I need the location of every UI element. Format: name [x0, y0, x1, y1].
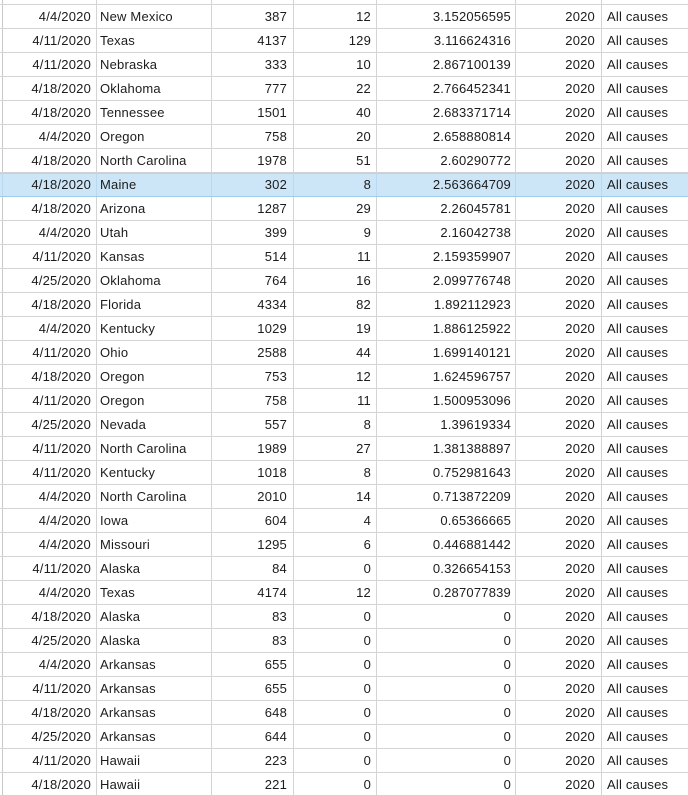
cell-num1[interactable]: 514	[212, 245, 294, 268]
cell-year[interactable]: 2020	[516, 773, 602, 795]
cell-cause[interactable]: All causes	[607, 681, 669, 696]
cell-year[interactable]: 2020	[516, 197, 602, 220]
table-row	[0, 701, 688, 725]
cell-num2[interactable]: 40	[294, 101, 377, 124]
cell-date[interactable]: 4/18/2020	[3, 197, 97, 220]
cell-num1[interactable]	[212, 0, 294, 4]
cell-num2[interactable]: 29	[294, 197, 377, 220]
cell-date[interactable]: 4/18/2020	[3, 605, 97, 628]
cell-num2[interactable]: 27	[294, 437, 377, 460]
cell-num1[interactable]: 758	[212, 125, 294, 148]
cell-num2[interactable]: 10	[294, 53, 377, 76]
cell-year[interactable]: 2020	[516, 629, 602, 652]
cell-num2[interactable]: 8	[294, 413, 377, 436]
rows-container	[0, 5, 688, 795]
cell-num2[interactable]: 0	[294, 629, 377, 652]
cell-value[interactable]: 1.892112923	[377, 293, 516, 316]
cell-date[interactable]: 4/18/2020	[3, 101, 97, 124]
cell-state[interactable]: Oregon	[97, 125, 212, 148]
cell-date[interactable]: 4/18/2020	[3, 173, 97, 196]
cell-cause[interactable]: All causes	[607, 369, 669, 384]
cell-date[interactable]: 4/4/2020	[3, 125, 97, 148]
cell-state[interactable]: North Carolina	[97, 149, 212, 172]
cell-year[interactable]: 2020	[516, 677, 602, 700]
cell-cause[interactable]: All causes	[607, 777, 669, 792]
table-row	[0, 125, 688, 149]
cell-num2[interactable]: 19	[294, 317, 377, 340]
cell-date[interactable]: 4/4/2020	[3, 5, 97, 28]
cell-date[interactable]: 4/11/2020	[3, 437, 97, 460]
cell-value[interactable]: 0	[377, 701, 516, 724]
cell-cause[interactable]	[602, 0, 688, 4]
cell-year[interactable]: 2020	[516, 77, 602, 100]
cell-value[interactable]: 0	[377, 749, 516, 772]
cell-year[interactable]: 2020	[516, 173, 602, 196]
cell-num2[interactable]: 0	[294, 605, 377, 628]
cell-cause[interactable]: All causes	[607, 249, 669, 264]
cell-year[interactable]: 2020	[516, 53, 602, 76]
cell-cause[interactable]: All causes	[607, 729, 669, 744]
cell-state[interactable]: Arkansas	[97, 677, 212, 700]
cell-num2[interactable]: 0	[294, 725, 377, 748]
cell-value[interactable]: 1.39619334	[377, 413, 516, 436]
cell-value[interactable]: 3.152056595	[377, 5, 516, 28]
cell-cause[interactable]: All causes	[607, 513, 669, 528]
cell-date[interactable]: 4/11/2020	[3, 461, 97, 484]
cell-date[interactable]: 4/11/2020	[3, 29, 97, 52]
cell-num1[interactable]: 83	[212, 605, 294, 628]
cell-num1[interactable]: 1018	[212, 461, 294, 484]
cell-num2[interactable]: 11	[294, 389, 377, 412]
cell-num1[interactable]: 777	[212, 77, 294, 100]
cell-cause[interactable]: All causes	[607, 585, 669, 600]
table-row	[0, 197, 688, 221]
table-row	[0, 317, 688, 341]
table-row	[0, 245, 688, 269]
cell-state[interactable]: Oregon	[97, 365, 212, 388]
cell-year[interactable]	[516, 0, 602, 4]
cell-year[interactable]: 2020	[516, 509, 602, 532]
cell-date[interactable]: 4/4/2020	[3, 653, 97, 676]
cell-value[interactable]: 1.381388897	[377, 437, 516, 460]
cell-state[interactable]: Arkansas	[97, 725, 212, 748]
cell-value[interactable]: 2.563664709	[377, 173, 516, 196]
cell-cause[interactable]: All causes	[607, 633, 669, 648]
cell-date[interactable]: 4/4/2020	[3, 317, 97, 340]
cell-state[interactable]: Oregon	[97, 389, 212, 412]
cell-num2[interactable]: 16	[294, 269, 377, 292]
cell-value[interactable]: 0	[377, 653, 516, 676]
cell-year[interactable]: 2020	[516, 5, 602, 28]
table-row	[0, 29, 688, 53]
cell-state[interactable]: Arkansas	[97, 701, 212, 724]
table-row	[0, 437, 688, 461]
cell-cause[interactable]: All causes	[607, 225, 669, 240]
table-row	[0, 101, 688, 125]
cell-year[interactable]: 2020	[516, 413, 602, 436]
cell-num1[interactable]: 1501	[212, 101, 294, 124]
cell-value[interactable]: 2.766452341	[377, 77, 516, 100]
cell-cause[interactable]: All causes	[607, 9, 669, 24]
cell-state[interactable]	[97, 0, 212, 4]
cell-date[interactable]: 4/11/2020	[3, 677, 97, 700]
cell-num1[interactable]: 4174	[212, 581, 294, 604]
cell-num2[interactable]: 8	[294, 461, 377, 484]
cell-value[interactable]: 0.65366665	[377, 509, 516, 532]
cell-year[interactable]: 2020	[516, 245, 602, 268]
cell-value[interactable]: 0	[377, 677, 516, 700]
cell-value[interactable]: 2.683371714	[377, 101, 516, 124]
cell-value[interactable]: 0.326654153	[377, 557, 516, 580]
cell-date[interactable]: 4/18/2020	[3, 701, 97, 724]
cell-num2[interactable]: 20	[294, 125, 377, 148]
cell-state[interactable]: Tennessee	[97, 101, 212, 124]
cell-date[interactable]: 4/4/2020	[3, 509, 97, 532]
cell-num1[interactable]: 758	[212, 389, 294, 412]
cell-cause[interactable]: All causes	[607, 273, 669, 288]
cell-date[interactable]: 4/11/2020	[3, 557, 97, 580]
cell-num1[interactable]: 604	[212, 509, 294, 532]
table-row	[0, 533, 688, 557]
cell-value[interactable]: 0	[377, 629, 516, 652]
cell-num1[interactable]: 221	[212, 773, 294, 795]
cell-date[interactable]: 4/11/2020	[3, 245, 97, 268]
cell-year[interactable]: 2020	[516, 701, 602, 724]
cell-state[interactable]: Hawaii	[97, 749, 212, 772]
cell-cause[interactable]: All causes	[607, 153, 669, 168]
cell-state[interactable]: Iowa	[97, 509, 212, 532]
cell-value[interactable]: 2.867100139	[377, 53, 516, 76]
cell-state[interactable]: Alaska	[97, 605, 212, 628]
cell-state[interactable]: Kentucky	[97, 461, 212, 484]
cell-value[interactable]: 0.446881442	[377, 533, 516, 556]
cell-cause[interactable]: All causes	[607, 657, 669, 672]
table-row	[0, 5, 688, 29]
cell-cause[interactable]: All causes	[607, 345, 669, 360]
cell-cause[interactable]: All causes	[607, 561, 669, 576]
cell-num2[interactable]: 0	[294, 557, 377, 580]
cell-num2[interactable]: 44	[294, 341, 377, 364]
cell-cause[interactable]: All causes	[607, 465, 669, 480]
table-row	[0, 509, 688, 533]
cell-num2[interactable]: 51	[294, 149, 377, 172]
cell-value[interactable]: 2.658880814	[377, 125, 516, 148]
cell-value[interactable]: 1.500953096	[377, 389, 516, 412]
cell-state[interactable]: North Carolina	[97, 485, 212, 508]
cell-value[interactable]: 3.116624316	[377, 29, 516, 52]
cell-date[interactable]: 4/4/2020	[3, 533, 97, 556]
table-row	[0, 677, 688, 701]
cell-num1[interactable]: 83	[212, 629, 294, 652]
cell-num2[interactable]: 12	[294, 365, 377, 388]
cell-state[interactable]: North Carolina	[97, 437, 212, 460]
cell-value[interactable]: 0	[377, 605, 516, 628]
cell-num2[interactable]: 12	[294, 581, 377, 604]
cell-num2[interactable]: 82	[294, 293, 377, 316]
cell-date[interactable]: 4/11/2020	[3, 749, 97, 772]
cell-state[interactable]: Utah	[97, 221, 212, 244]
cell-state[interactable]: Ohio	[97, 341, 212, 364]
cell-cause[interactable]: All causes	[607, 753, 669, 768]
cell-cause[interactable]: All causes	[607, 105, 669, 120]
cell-num2[interactable]: 0	[294, 749, 377, 772]
table-row	[0, 389, 688, 413]
cell-year[interactable]: 2020	[516, 533, 602, 556]
cell-num1[interactable]: 302	[212, 173, 294, 196]
cell-num2[interactable]: 22	[294, 77, 377, 100]
cell-cause[interactable]: All causes	[607, 201, 669, 216]
cell-value[interactable]: 2.26045781	[377, 197, 516, 220]
cell-num1[interactable]: 648	[212, 701, 294, 724]
cell-num1[interactable]: 1989	[212, 437, 294, 460]
cell-date[interactable]: 4/18/2020	[3, 77, 97, 100]
cell-state[interactable]: Arkansas	[97, 653, 212, 676]
cell-num1[interactable]: 387	[212, 5, 294, 28]
cell-year[interactable]: 2020	[516, 29, 602, 52]
cell-date[interactable]: 4/11/2020	[3, 53, 97, 76]
cell-year[interactable]: 2020	[516, 341, 602, 364]
cell-num1[interactable]: 1287	[212, 197, 294, 220]
cell-value[interactable]: 0.287077839	[377, 581, 516, 604]
cell-num1[interactable]: 4334	[212, 293, 294, 316]
cell-year[interactable]: 2020	[516, 557, 602, 580]
table-row	[0, 485, 688, 509]
cell-value[interactable]: 1.699140121	[377, 341, 516, 364]
cell-date[interactable]: 4/18/2020	[3, 293, 97, 316]
cell-num2[interactable]: 0	[294, 677, 377, 700]
table-row	[0, 725, 688, 749]
cell-cause[interactable]: All causes	[607, 33, 669, 48]
cell-num1[interactable]: 753	[212, 365, 294, 388]
cell-year[interactable]: 2020	[516, 293, 602, 316]
cell-num1[interactable]: 4137	[212, 29, 294, 52]
cell-num2[interactable]	[294, 0, 377, 4]
cell-value[interactable]: 1.886125922	[377, 317, 516, 340]
cell-state[interactable]: Kentucky	[97, 317, 212, 340]
cell-num1[interactable]: 644	[212, 725, 294, 748]
cell-year[interactable]: 2020	[516, 317, 602, 340]
table-row	[0, 149, 688, 173]
cell-cause[interactable]: All causes	[607, 129, 669, 144]
table-row	[0, 341, 688, 365]
cell-num1[interactable]: 655	[212, 677, 294, 700]
cell-state[interactable]: New Mexico	[97, 5, 212, 28]
table-row	[0, 629, 688, 653]
table-row	[0, 77, 688, 101]
table-row	[0, 557, 688, 581]
table-row-selected	[0, 173, 688, 197]
cell-num2[interactable]: 14	[294, 485, 377, 508]
cell-state[interactable]: Oklahoma	[97, 269, 212, 292]
cell-year[interactable]: 2020	[516, 725, 602, 748]
table-row	[0, 653, 688, 677]
cell-date[interactable]: 4/25/2020	[3, 725, 97, 748]
cell-date[interactable]: 4/18/2020	[3, 149, 97, 172]
cell-num1[interactable]: 2010	[212, 485, 294, 508]
cell-num1[interactable]: 223	[212, 749, 294, 772]
cell-state[interactable]: Kansas	[97, 245, 212, 268]
table-row	[0, 581, 688, 605]
cell-num1[interactable]: 1978	[212, 149, 294, 172]
cell-num2[interactable]: 11	[294, 245, 377, 268]
cell-state[interactable]: Texas	[97, 29, 212, 52]
table-row	[0, 605, 688, 629]
table-row	[0, 53, 688, 77]
cell-num2[interactable]: 9	[294, 221, 377, 244]
table-row	[0, 749, 688, 773]
cell-date[interactable]: 4/25/2020	[3, 629, 97, 652]
cell-num1[interactable]: 1029	[212, 317, 294, 340]
cell-state[interactable]: Maine	[97, 173, 212, 196]
cell-num2[interactable]: 8	[294, 173, 377, 196]
cell-num2[interactable]: 6	[294, 533, 377, 556]
cell-state[interactable]: Alaska	[97, 629, 212, 652]
cell-num1[interactable]: 764	[212, 269, 294, 292]
cell-value[interactable]: 1.624596757	[377, 365, 516, 388]
cell-cause[interactable]: All causes	[607, 537, 669, 552]
cell-year[interactable]: 2020	[516, 365, 602, 388]
table-row	[0, 269, 688, 293]
cell-state[interactable]: Florida	[97, 293, 212, 316]
cell-num1[interactable]: 84	[212, 557, 294, 580]
cell-value[interactable]: 2.60290772	[377, 149, 516, 172]
cell-year[interactable]: 2020	[516, 437, 602, 460]
cell-cause[interactable]: All causes	[607, 57, 669, 72]
cell-cause[interactable]: All causes	[607, 609, 669, 624]
cell-date[interactable]: 4/18/2020	[3, 773, 97, 795]
cell-num1[interactable]: 1295	[212, 533, 294, 556]
cell-date[interactable]: 4/4/2020	[3, 581, 97, 604]
cell-year[interactable]: 2020	[516, 221, 602, 244]
cell-date[interactable]: 4/4/2020	[3, 485, 97, 508]
cell-state[interactable]: Hawaii	[97, 773, 212, 795]
cell-year[interactable]: 2020	[516, 605, 602, 628]
cell-year[interactable]: 2020	[516, 149, 602, 172]
cell-cause[interactable]: All causes	[607, 441, 669, 456]
table-row	[0, 461, 688, 485]
cell-num1[interactable]: 333	[212, 53, 294, 76]
table-row	[0, 773, 688, 795]
cell-state[interactable]: Texas	[97, 581, 212, 604]
cell-num2[interactable]: 12	[294, 5, 377, 28]
cell-cause[interactable]: All causes	[607, 81, 669, 96]
cell-num2[interactable]: 4	[294, 509, 377, 532]
cell-state[interactable]: Missouri	[97, 533, 212, 556]
cell-cause[interactable]: All causes	[607, 321, 669, 336]
table-row	[0, 293, 688, 317]
cell-cause[interactable]: All causes	[607, 705, 669, 720]
cell-date[interactable]: 4/4/2020	[3, 221, 97, 244]
table-row	[0, 221, 688, 245]
cell-num2[interactable]: 129	[294, 29, 377, 52]
cell-value[interactable]: 0	[377, 773, 516, 795]
cell-year[interactable]: 2020	[516, 101, 602, 124]
cell-value[interactable]	[377, 0, 516, 4]
cell-cause[interactable]: All causes	[607, 417, 669, 432]
cell-num1[interactable]: 399	[212, 221, 294, 244]
cell-cause[interactable]: All causes	[607, 489, 669, 504]
cell-year[interactable]: 2020	[516, 389, 602, 412]
cell-num2[interactable]: 0	[294, 773, 377, 795]
cell-num1[interactable]: 2588	[212, 341, 294, 364]
cell-cause[interactable]: All causes	[607, 393, 669, 408]
cell-num1[interactable]: 655	[212, 653, 294, 676]
cell-date[interactable]: 4/11/2020	[3, 389, 97, 412]
cell-value[interactable]: 0.713872209	[377, 485, 516, 508]
cell-year[interactable]: 2020	[516, 485, 602, 508]
cell-date[interactable]: 4/25/2020	[3, 413, 97, 436]
cell-state[interactable]: Arizona	[97, 197, 212, 220]
cell-date[interactable]	[3, 0, 97, 4]
cell-date[interactable]: 4/18/2020	[3, 365, 97, 388]
cell-year[interactable]: 2020	[516, 269, 602, 292]
cell-state[interactable]: Nebraska	[97, 53, 212, 76]
cell-year[interactable]: 2020	[516, 581, 602, 604]
cell-value[interactable]: 2.159359907	[377, 245, 516, 268]
cell-state[interactable]: Nevada	[97, 413, 212, 436]
cell-state[interactable]: Alaska	[97, 557, 212, 580]
cell-num2[interactable]: 0	[294, 653, 377, 676]
cell-date[interactable]: 4/11/2020	[3, 341, 97, 364]
cell-year[interactable]: 2020	[516, 125, 602, 148]
cell-value[interactable]: 2.099776748	[377, 269, 516, 292]
cell-year[interactable]: 2020	[516, 749, 602, 772]
cell-value[interactable]: 0	[377, 725, 516, 748]
cell-cause[interactable]: All causes	[607, 177, 669, 192]
cell-num1[interactable]: 557	[212, 413, 294, 436]
cell-state[interactable]: Oklahoma	[97, 77, 212, 100]
cell-year[interactable]: 2020	[516, 461, 602, 484]
cell-num2[interactable]: 0	[294, 701, 377, 724]
table-row	[0, 413, 688, 437]
cell-date[interactable]: 4/25/2020	[3, 269, 97, 292]
cell-value[interactable]: 0.752981643	[377, 461, 516, 484]
cell-year[interactable]: 2020	[516, 653, 602, 676]
table-row	[0, 365, 688, 389]
cell-value[interactable]: 2.16042738	[377, 221, 516, 244]
cell-cause[interactable]: All causes	[607, 297, 669, 312]
